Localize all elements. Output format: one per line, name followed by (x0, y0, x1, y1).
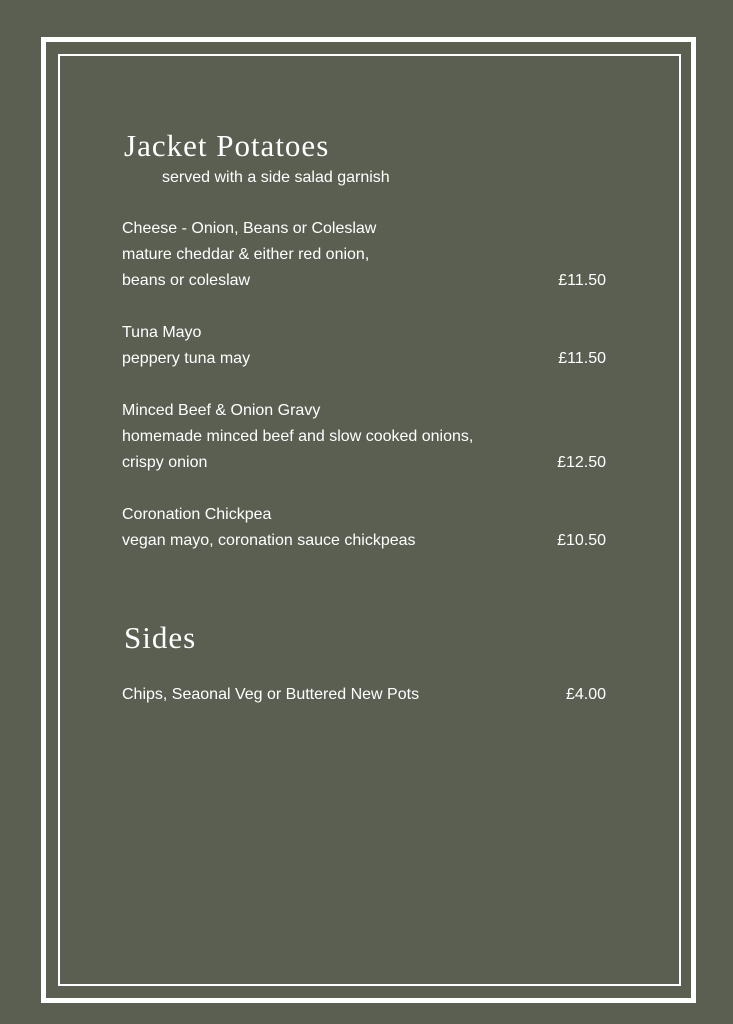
item-name: Coronation Chickpea (122, 506, 272, 523)
menu-item-coronation-chickpea (122, 502, 606, 554)
item-description: beans or coleslaw (122, 272, 251, 289)
menu-item-tuna-mayo (122, 320, 606, 372)
item-description: vegan mayo, coronation sauce chickpeas (122, 532, 416, 549)
item-description: crispy onion (122, 454, 208, 471)
item-name: Tuna Mayo (122, 324, 202, 341)
item-price: £10.50 (557, 532, 606, 549)
menu-item-sides (122, 682, 606, 708)
item-price: £4.00 (565, 686, 606, 703)
section-title-jacket-potatoes: Jacket Potatoes (124, 128, 330, 163)
menu-item-minced-beef (122, 398, 606, 476)
section-subtitle: served with a side salad garnish (162, 169, 390, 186)
item-description: homemade minced beef and slow cooked onions, (122, 428, 474, 445)
item-name: Chips, Seaonal Veg or Buttered New Pots (122, 686, 420, 703)
item-name: Minced Beef & Onion Gravy (122, 402, 321, 419)
menu-item-cheese (122, 216, 606, 294)
item-name: Cheese - Onion, Beans or Coleslaw (122, 220, 377, 237)
item-price: £11.50 (558, 350, 606, 367)
item-description: peppery tuna may (122, 350, 251, 367)
item-price: £12.50 (557, 454, 606, 471)
item-price: £11.50 (558, 272, 606, 289)
section-title-sides: Sides (124, 620, 197, 655)
item-description: mature cheddar & either red onion, (122, 246, 370, 263)
